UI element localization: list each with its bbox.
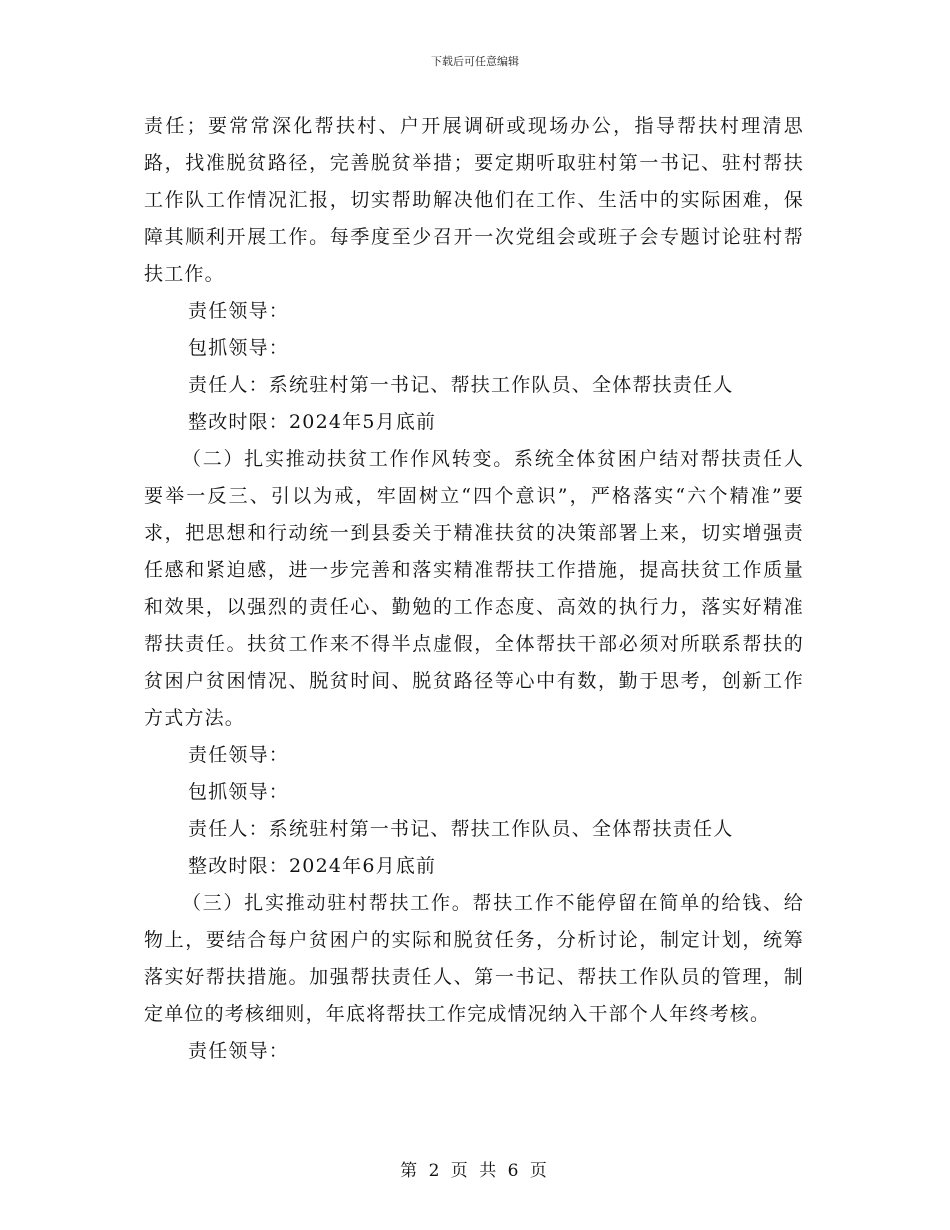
responsible-person: 责任人：系统驻村第一书记、帮扶工作队员、全体帮扶责任人	[188, 374, 734, 396]
page-number-footer: 第 2 页 共 6 页	[400, 1161, 550, 1181]
supervising-leader-label: 包抓领导：	[188, 337, 290, 359]
paragraph-section-2: （二）扎实推动扶贫工作作风转变。系统全体贫困户结对帮扶责任人要举一反三、引以为戒，牢固树立“四个意识”，严格落实“六个精准”要求，把思想和行动统一到县委关于精准扶贫的决策部署上来，切实增强责任感和紧迫感，进一步完善和落实精准帮扶工作措施，提高扶贫工作质量和效果，以强烈的责任心、勤勉的工作态度、高效的执行力，落实好精准帮扶责任。扶贫工作来不得半点虚假，全体帮扶干部必须对所联系帮扶的贫困户贫困情况、脱贫时间、脱贫路径等心中有数，勤于思考，创新工作方式方法。	[144, 448, 804, 729]
responsible-leader-label: 责任领导：	[188, 744, 290, 766]
supervising-leader-label: 包抓领导：	[188, 781, 290, 803]
responsible-leader-label: 责任领导：	[188, 1040, 290, 1062]
rectification-deadline: 整改时限：2024年6月底前	[188, 855, 437, 877]
responsible-person: 责任人：系统驻村第一书记、帮扶工作队员、全体帮扶责任人	[188, 818, 734, 840]
page-header: 下载后可任意编辑	[431, 55, 519, 68]
document-body	[144, 108, 804, 1070]
rectification-deadline: 整改时限：2024年5月底前	[188, 411, 437, 433]
paragraph-continued: 责任；要常常深化帮扶村、户开展调研或现场办公，指导帮扶村理清思路，找准脱贫路径，完善脱贫举措；要定期听取驻村第一书记、驻村帮扶工作队工作情况汇报，切实帮助解决他们在工作、生活中的实际困难，保障其顺利开展工作。每季度至少召开一次党组会或班子会专题讨论驻村帮扶工作。	[144, 115, 804, 285]
paragraph-section-3: （三）扎实推动驻村帮扶工作。帮扶工作不能停留在简单的给钱、给物上，要结合每户贫困户的实际和脱贫任务，分析讨论，制定计划，统筹落实好帮扶措施。加强帮扶责任人、第一书记、帮扶工作队员的管理，制定单位的考核细则，年底将帮扶工作完成情况纳入干部个人年终考核。	[144, 892, 804, 1025]
responsible-leader-label: 责任领导：	[188, 300, 290, 322]
